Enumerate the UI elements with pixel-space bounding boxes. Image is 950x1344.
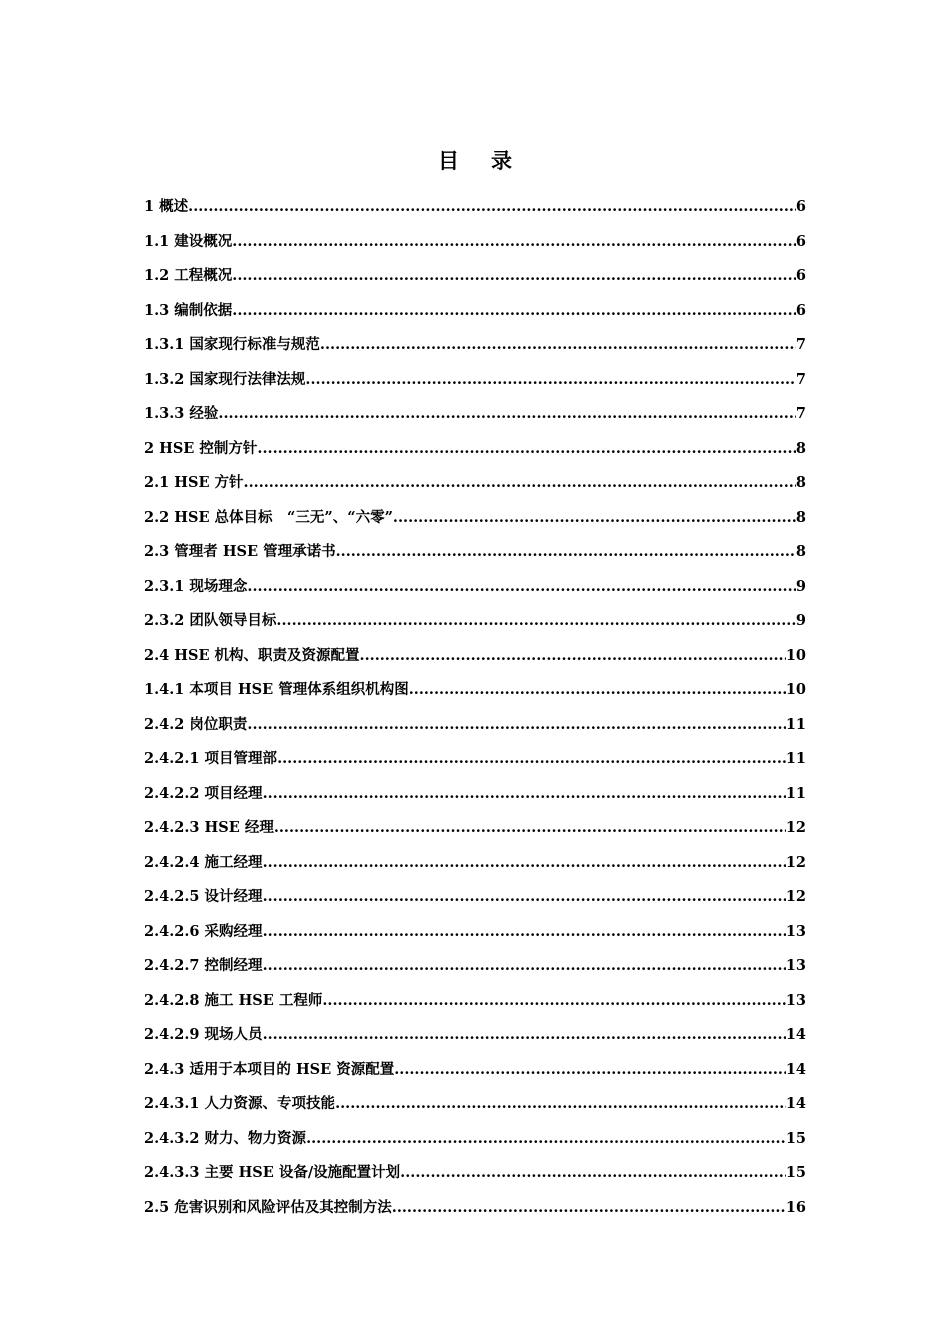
toc-entry[interactable] — [144, 363, 806, 398]
toc-entry[interactable] — [144, 535, 806, 570]
toc-entry[interactable] — [144, 742, 806, 777]
toc-dot-leader — [218, 397, 795, 432]
toc-dot-leader — [322, 984, 785, 1019]
toc-dot-leader — [276, 604, 795, 639]
toc-entry-label: 2.5 危害识别和风险评估及其控制方法 — [144, 1198, 392, 1216]
toc-entry[interactable] — [144, 811, 806, 846]
toc-entry[interactable] — [144, 1053, 806, 1088]
toc-entry-page-number: 16 — [785, 1198, 806, 1216]
toc-dot-leader — [305, 363, 795, 398]
toc-entry-label: 2 HSE 控制方针 — [144, 439, 258, 457]
toc-dot-leader — [393, 501, 796, 536]
toc-entry-label: 1.3.2 国家现行法律法规 — [144, 370, 306, 388]
toc-entry-label: 1.3 编制依据 — [144, 301, 233, 319]
toc-entry-page-number: 8 — [795, 474, 806, 491]
toc-dot-leader — [244, 466, 796, 501]
toc-dot-leader — [274, 811, 786, 846]
toc-entry-page-number: 10 — [785, 681, 806, 698]
toc-dot-leader — [320, 328, 796, 363]
toc-entry-label: 2.4.2.2 项目经理 — [144, 784, 263, 802]
toc-entry-label: 1.1 建设概况 — [144, 232, 233, 250]
toc-entry-page-number: 12 — [785, 888, 806, 905]
toc-entry[interactable] — [144, 915, 806, 950]
toc-entry-page-number: 7 — [795, 405, 806, 422]
toc-entry[interactable] — [144, 294, 806, 329]
toc-entry[interactable] — [144, 190, 806, 225]
toc-entry-label: 1.3.1 国家现行标准与规范 — [144, 336, 320, 353]
toc-dot-leader — [247, 708, 785, 743]
toc-entry-page-number: 14 — [785, 1095, 806, 1112]
toc-entry-page-number: 7 — [795, 370, 806, 388]
toc-entry-label: 2.4.2 岗位职责 — [144, 715, 248, 733]
toc-entry-label: 2.4.2.3 HSE 经理 — [144, 819, 274, 836]
toc-entry[interactable] — [144, 984, 806, 1019]
toc-entry-label: 2.4.3.3 主要 HSE 设备/设施配置计划 — [144, 1164, 401, 1181]
toc-title-char-1: 目 — [438, 148, 459, 173]
toc-entry-page-number: 12 — [785, 819, 806, 836]
toc-entry-page-number: 11 — [785, 715, 806, 733]
toc-dot-leader — [263, 846, 786, 881]
toc-entry[interactable] — [144, 570, 806, 605]
toc-entry[interactable] — [144, 328, 806, 363]
toc-list — [144, 190, 806, 1225]
toc-entry-page-number: 10 — [785, 646, 806, 664]
toc-entry-page-number: 8 — [795, 508, 806, 526]
toc-entry-label: 1.3.3 经验 — [144, 405, 219, 422]
toc-dot-leader — [336, 535, 796, 570]
toc-dot-leader — [257, 432, 795, 467]
toc-entry[interactable] — [144, 1087, 806, 1122]
toc-entry-page-number: 13 — [785, 957, 806, 974]
toc-entry-page-number: 6 — [795, 301, 806, 319]
toc-dot-leader — [263, 1018, 786, 1053]
toc-entry[interactable] — [144, 259, 806, 294]
toc-entry[interactable] — [144, 673, 806, 708]
toc-entry-page-number: 8 — [795, 543, 806, 560]
toc-entry-page-number: 14 — [785, 1060, 806, 1078]
toc-entry-label: 1.4.1 本项目 HSE 管理体系组织机构图 — [144, 681, 409, 698]
toc-dot-leader — [360, 639, 786, 674]
toc-entry-label: 2.4.2.6 采购经理 — [144, 922, 263, 940]
toc-dot-leader — [188, 190, 796, 225]
toc-dot-leader — [400, 1156, 786, 1191]
toc-dot-leader — [394, 1053, 786, 1088]
toc-title — [0, 146, 950, 176]
toc-entry-page-number: 9 — [795, 577, 806, 595]
toc-entry-label: 2.1 HSE 方针 — [144, 474, 244, 491]
toc-entry-page-number: 13 — [785, 922, 806, 940]
toc-dot-leader — [263, 777, 786, 812]
toc-entry-label: 1 概述 — [144, 198, 189, 215]
toc-entry[interactable] — [144, 708, 806, 743]
toc-entry-label: 2.3 管理者 HSE 管理承诺书 — [144, 543, 336, 560]
toc-entry[interactable] — [144, 604, 806, 639]
toc-entry-page-number: 9 — [795, 612, 806, 629]
toc-dot-leader — [277, 742, 786, 777]
toc-dot-leader — [409, 673, 786, 708]
toc-entry[interactable] — [144, 1156, 806, 1191]
toc-entry-label: 2.2 HSE 总体目标 “三无”、“六零” — [144, 508, 393, 526]
toc-entry-page-number: 6 — [795, 232, 806, 250]
toc-entry-label: 2.4.2.1 项目管理部 — [144, 750, 278, 767]
toc-entry-label: 2.4.3.2 财力、物力资源 — [144, 1129, 307, 1147]
toc-title-char-2: 录 — [491, 148, 512, 173]
toc-entry[interactable] — [144, 397, 806, 432]
toc-entry[interactable] — [144, 1191, 806, 1226]
toc-entry[interactable] — [144, 225, 806, 260]
toc-entry-label: 1.2 工程概况 — [144, 267, 233, 284]
toc-entry[interactable] — [144, 846, 806, 881]
toc-entry-label: 2.4.2.9 现场人员 — [144, 1026, 263, 1043]
toc-dot-leader — [306, 1122, 786, 1157]
toc-entry-label: 2.3.1 现场理念 — [144, 577, 248, 595]
toc-dot-leader — [392, 1191, 786, 1226]
toc-entry-label: 2.4.3.1 人力资源、专项技能 — [144, 1095, 336, 1112]
toc-entry[interactable] — [144, 1122, 806, 1157]
toc-dot-leader — [263, 949, 786, 984]
toc-dot-leader — [232, 294, 796, 329]
toc-entry-page-number: 8 — [795, 439, 806, 457]
toc-dot-leader — [232, 259, 796, 294]
toc-entry-page-number: 13 — [785, 991, 806, 1009]
toc-entry-label: 2.4.2.4 施工经理 — [144, 853, 263, 871]
toc-dot-leader — [263, 880, 786, 915]
toc-entry-page-number: 11 — [785, 750, 806, 767]
toc-entry-page-number: 15 — [785, 1129, 806, 1147]
toc-entry[interactable] — [144, 432, 806, 467]
toc-entry-page-number: 7 — [795, 336, 806, 353]
toc-entry-page-number: 6 — [795, 267, 806, 284]
toc-entry-page-number: 14 — [785, 1026, 806, 1043]
toc-entry-label: 2.4.2.5 设计经理 — [144, 888, 263, 905]
toc-entry[interactable] — [144, 1018, 806, 1053]
toc-dot-leader — [335, 1087, 786, 1122]
toc-entry-label: 2.4 HSE 机构、职责及资源配置 — [144, 646, 360, 664]
toc-entry[interactable] — [144, 777, 806, 812]
toc-entry-page-number: 15 — [785, 1164, 806, 1181]
toc-entry[interactable] — [144, 466, 806, 501]
toc-entry[interactable] — [144, 501, 806, 536]
toc-dot-leader — [247, 570, 795, 605]
toc-entry-page-number: 6 — [795, 198, 806, 215]
toc-entry-label: 2.3.2 团队领导目标 — [144, 612, 277, 629]
toc-entry-label: 2.4.3 适用于本项目的 HSE 资源配置 — [144, 1060, 395, 1078]
toc-entry[interactable] — [144, 949, 806, 984]
toc-entry-page-number: 12 — [785, 853, 806, 871]
toc-entry-label: 2.4.2.8 施工 HSE 工程师 — [144, 991, 323, 1009]
toc-entry[interactable] — [144, 639, 806, 674]
toc-dot-leader — [263, 915, 786, 950]
toc-entry-page-number: 11 — [785, 784, 806, 802]
toc-dot-leader — [232, 225, 796, 260]
toc-entry[interactable] — [144, 880, 806, 915]
toc-entry-label: 2.4.2.7 控制经理 — [144, 957, 263, 974]
